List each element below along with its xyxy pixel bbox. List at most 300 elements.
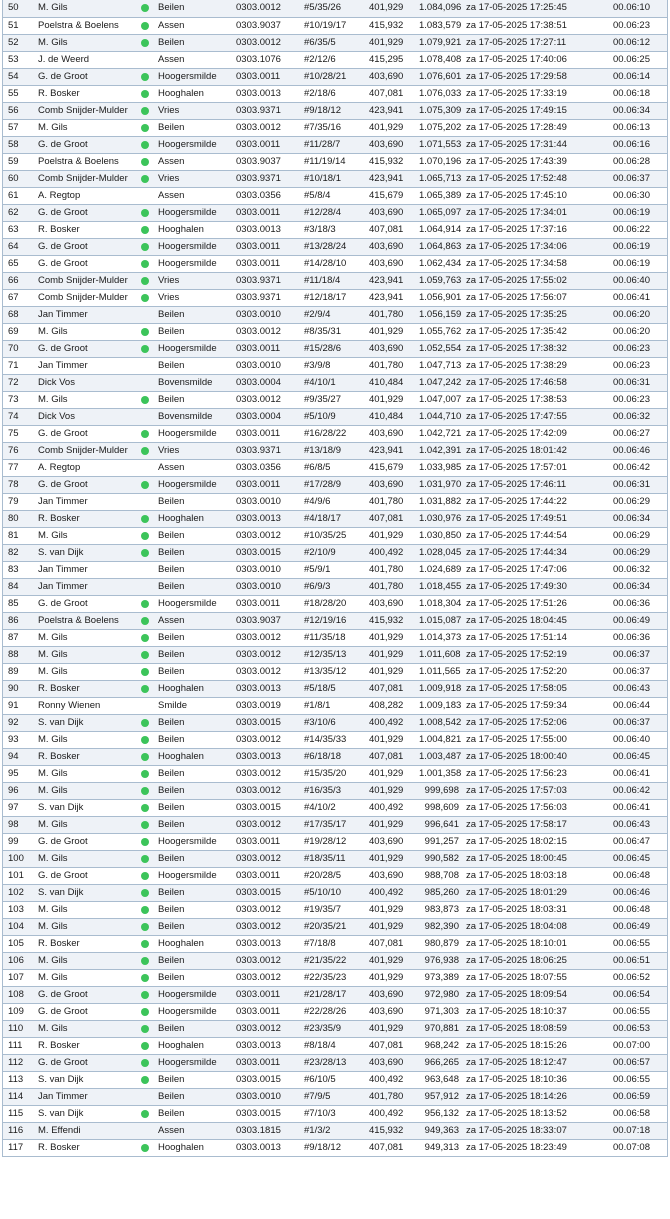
table-row[interactable] — [2, 511, 668, 528]
table-row[interactable] — [2, 766, 668, 783]
distance-cell: 401,929 — [369, 122, 404, 133]
distance-cell: 407,081 — [369, 513, 404, 524]
distance-cell: 407,081 — [369, 1040, 404, 1051]
club-code-cell: 0303.0015 — [236, 717, 281, 728]
time-difference-cell: 00.06:46 — [613, 887, 650, 898]
table-row[interactable] — [2, 290, 668, 307]
table-row[interactable] — [2, 239, 668, 256]
online-status-dot-icon — [141, 855, 149, 863]
club-code-cell: 0303.0019 — [236, 700, 281, 711]
club-code-cell: 0303.0012 — [236, 394, 281, 405]
online-status-dot-icon — [141, 753, 149, 761]
online-status-dot-icon — [141, 1059, 149, 1067]
online-status-dot-icon — [141, 991, 149, 999]
speed-cell: 1.071,553 — [419, 139, 462, 150]
table-row[interactable] — [2, 0, 668, 18]
table-row[interactable] — [2, 443, 668, 460]
table-row[interactable] — [2, 919, 668, 936]
fancier-name-cell: Jan Timmer — [38, 360, 88, 371]
place-cell: Beilen — [158, 921, 185, 932]
place-cell: Beilen — [158, 904, 185, 915]
club-code-cell: 0303.0356 — [236, 462, 281, 473]
club-code-cell: 0303.0013 — [236, 1142, 281, 1153]
club-code-cell: 0303.0012 — [236, 955, 281, 966]
rank-cell: 55 — [8, 88, 19, 99]
place-cell: Hoogersmilde — [158, 870, 217, 881]
arrival-time-cell: za 17-05-2025 17:34:01 — [466, 207, 567, 218]
arrival-time-cell: za 17-05-2025 17:52:06 — [466, 717, 567, 728]
ring-number-cell: #11/19/14 — [304, 156, 346, 167]
time-difference-cell: 00.06:40 — [613, 734, 650, 745]
fancier-name-cell: M. Gils — [38, 37, 68, 48]
speed-cell: 1.014,373 — [419, 632, 462, 643]
arrival-time-cell: za 17-05-2025 17:31:44 — [466, 139, 567, 150]
club-code-cell: 0303.0012 — [236, 632, 281, 643]
distance-cell: 403,690 — [369, 836, 404, 847]
speed-cell: 1.075,309 — [419, 105, 462, 116]
ring-number-cell: #20/28/5 — [304, 870, 341, 881]
online-status-dot-icon — [141, 1008, 149, 1016]
rank-cell: 83 — [8, 564, 19, 575]
fancier-name-cell: Poelstra & Boelens — [38, 615, 119, 626]
place-cell: Hoogersmilde — [158, 241, 217, 252]
time-difference-cell: 00.06:30 — [613, 190, 650, 201]
speed-cell: 1.003,487 — [419, 751, 462, 762]
club-code-cell: 0303.0012 — [236, 326, 281, 337]
table-row[interactable] — [2, 1106, 668, 1123]
club-code-cell: 0303.1076 — [236, 54, 281, 65]
table-row[interactable] — [2, 1004, 668, 1021]
ring-number-cell: #11/35/18 — [304, 632, 346, 643]
time-difference-cell: 00.06:19 — [613, 258, 650, 269]
table-row[interactable] — [2, 715, 668, 732]
table-row[interactable] — [2, 256, 668, 273]
time-difference-cell: 00.06:37 — [613, 717, 650, 728]
table-row[interactable] — [2, 647, 668, 664]
table-row[interactable] — [2, 1140, 668, 1157]
distance-cell: 401,929 — [369, 666, 404, 677]
table-row[interactable] — [2, 1055, 668, 1072]
table-row[interactable] — [2, 528, 668, 545]
ring-number-cell: #1/8/1 — [304, 700, 331, 711]
club-code-cell: 0303.0011 — [236, 139, 281, 150]
speed-cell: 1.030,976 — [419, 513, 462, 524]
rank-cell: 92 — [8, 717, 19, 728]
table-row[interactable] — [2, 749, 668, 766]
rank-cell: 52 — [8, 37, 19, 48]
table-row[interactable] — [2, 936, 668, 953]
speed-cell: 1.004,821 — [419, 734, 462, 745]
distance-cell: 400,492 — [369, 547, 404, 558]
fancier-name-cell: Comb Snijder-Mulder — [38, 275, 128, 286]
table-row[interactable] — [2, 409, 668, 426]
time-difference-cell: 00.06:36 — [613, 598, 650, 609]
ring-number-cell: #4/10/2 — [304, 802, 336, 813]
rank-cell: 104 — [8, 921, 24, 932]
table-row[interactable] — [2, 1072, 668, 1089]
rank-cell: 82 — [8, 547, 19, 558]
table-row[interactable] — [2, 783, 668, 800]
table-row[interactable] — [2, 664, 668, 681]
time-difference-cell: 00.06:37 — [613, 649, 650, 660]
arrival-time-cell: za 17-05-2025 17:49:15 — [466, 105, 567, 116]
fancier-name-cell: M. Gils — [38, 2, 68, 13]
table-row[interactable] — [2, 307, 668, 324]
fancier-name-cell: A. Regtop — [38, 462, 81, 473]
online-status-dot-icon — [141, 39, 149, 47]
distance-cell: 403,690 — [369, 870, 404, 881]
table-row[interactable] — [2, 154, 668, 171]
distance-cell: 401,929 — [369, 326, 404, 337]
ring-number-cell: #7/9/5 — [304, 1091, 331, 1102]
arrival-time-cell: za 17-05-2025 17:40:06 — [466, 54, 567, 65]
arrival-time-cell: za 17-05-2025 18:08:59 — [466, 1023, 567, 1034]
fancier-name-cell: S. van Dijk — [38, 717, 84, 728]
place-cell: Beilen — [158, 819, 185, 830]
time-difference-cell: 00.06:23 — [613, 394, 650, 405]
table-row[interactable] — [2, 1021, 668, 1038]
speed-cell: 968,242 — [424, 1040, 459, 1051]
ring-number-cell: #17/28/9 — [304, 479, 341, 490]
fancier-name-cell: M. Gils — [38, 972, 68, 983]
speed-cell: 1.028,045 — [419, 547, 462, 558]
ring-number-cell: #8/35/31 — [304, 326, 341, 337]
rank-cell: 100 — [8, 853, 24, 864]
place-cell: Beilen — [158, 666, 185, 677]
distance-cell: 403,690 — [369, 428, 404, 439]
arrival-time-cell: za 17-05-2025 18:00:45 — [466, 853, 567, 864]
arrival-time-cell: za 17-05-2025 18:14:26 — [466, 1091, 567, 1102]
speed-cell: 1.056,159 — [419, 309, 462, 320]
place-cell: Beilen — [158, 632, 185, 643]
table-row[interactable] — [2, 171, 668, 188]
table-row[interactable] — [2, 188, 668, 205]
place-cell: Hooghalen — [158, 513, 204, 524]
online-status-dot-icon — [141, 634, 149, 642]
rank-cell: 109 — [8, 1006, 24, 1017]
rank-cell: 93 — [8, 734, 19, 745]
table-row[interactable] — [2, 358, 668, 375]
online-status-dot-icon — [141, 617, 149, 625]
distance-cell: 403,690 — [369, 1057, 404, 1068]
speed-cell: 1.076,601 — [419, 71, 462, 82]
table-row[interactable] — [2, 851, 668, 868]
distance-cell: 401,780 — [369, 496, 404, 507]
table-row[interactable] — [2, 698, 668, 715]
arrival-time-cell: za 17-05-2025 17:38:53 — [466, 394, 567, 405]
ring-number-cell: #3/9/8 — [304, 360, 331, 371]
table-row[interactable] — [2, 426, 668, 443]
club-code-cell: 0303.1815 — [236, 1125, 281, 1136]
fancier-name-cell: Jan Timmer — [38, 564, 88, 575]
table-row[interactable] — [2, 732, 668, 749]
place-cell: Beilen — [158, 326, 185, 337]
club-code-cell: 0303.0013 — [236, 1040, 281, 1051]
online-status-dot-icon — [141, 532, 149, 540]
table-row[interactable] — [2, 273, 668, 290]
distance-cell: 410,484 — [369, 411, 404, 422]
time-difference-cell: 00.06:25 — [613, 54, 650, 65]
club-code-cell: 0303.0011 — [236, 428, 281, 439]
speed-cell: 1.065,097 — [419, 207, 462, 218]
place-cell: Vries — [158, 105, 180, 116]
online-status-dot-icon — [141, 651, 149, 659]
ring-number-cell: #23/28/13 — [304, 1057, 347, 1068]
place-cell: Beilen — [158, 1091, 185, 1102]
table-row[interactable] — [2, 375, 668, 392]
table-row[interactable] — [2, 834, 668, 851]
online-status-dot-icon — [141, 209, 149, 217]
distance-cell: 401,929 — [369, 530, 404, 541]
rank-cell: 115 — [8, 1108, 24, 1119]
table-row[interactable] — [2, 579, 668, 596]
ring-number-cell: #7/10/3 — [304, 1108, 336, 1119]
table-row[interactable] — [2, 902, 668, 919]
speed-cell: 1.047,713 — [419, 360, 462, 371]
table-row[interactable] — [2, 545, 668, 562]
table-row[interactable] — [2, 86, 668, 103]
rank-cell: 101 — [8, 870, 24, 881]
distance-cell: 400,492 — [369, 717, 404, 728]
table-row[interactable] — [2, 987, 668, 1004]
arrival-time-cell: za 17-05-2025 18:10:37 — [466, 1006, 567, 1017]
table-row[interactable] — [2, 630, 668, 647]
rank-cell: 103 — [8, 904, 24, 915]
table-row[interactable] — [2, 392, 668, 409]
rank-cell: 63 — [8, 224, 19, 235]
table-row[interactable] — [2, 953, 668, 970]
speed-cell: 1.064,914 — [419, 224, 462, 235]
fancier-name-cell: M. Gils — [38, 326, 68, 337]
distance-cell: 407,081 — [369, 751, 404, 762]
table-row[interactable] — [2, 477, 668, 494]
online-status-dot-icon — [141, 1042, 149, 1050]
rank-cell: 113 — [8, 1074, 24, 1085]
time-difference-cell: 00.06:58 — [613, 1108, 650, 1119]
club-code-cell: 0303.9371 — [236, 275, 281, 286]
fancier-name-cell: Dick Vos — [38, 411, 75, 422]
time-difference-cell: 00.06:49 — [613, 615, 650, 626]
time-difference-cell: 00.06:22 — [613, 224, 650, 235]
online-status-dot-icon — [141, 141, 149, 149]
table-row[interactable] — [2, 1038, 668, 1055]
rank-cell: 90 — [8, 683, 19, 694]
table-row[interactable] — [2, 681, 668, 698]
online-status-dot-icon — [141, 974, 149, 982]
speed-cell: 1.064,863 — [419, 241, 462, 252]
speed-cell: 1.042,721 — [419, 428, 462, 439]
arrival-time-cell: za 17-05-2025 18:10:01 — [466, 938, 567, 949]
online-status-dot-icon — [141, 549, 149, 557]
arrival-time-cell: za 17-05-2025 18:12:47 — [466, 1057, 567, 1068]
fancier-name-cell: R. Bosker — [38, 88, 80, 99]
fancier-name-cell: G. de Groot — [38, 1006, 88, 1017]
club-code-cell: 0303.0011 — [236, 479, 281, 490]
ring-number-cell: #7/18/8 — [304, 938, 336, 949]
ring-number-cell: #12/18/17 — [304, 292, 347, 303]
distance-cell: 415,932 — [369, 1125, 404, 1136]
table-row[interactable] — [2, 18, 668, 35]
speed-cell: 1.055,762 — [419, 326, 462, 337]
online-status-dot-icon — [141, 1110, 149, 1118]
table-row[interactable] — [2, 800, 668, 817]
time-difference-cell: 00.06:41 — [613, 292, 650, 303]
arrival-time-cell: za 17-05-2025 17:43:39 — [466, 156, 567, 167]
distance-cell: 401,929 — [369, 904, 404, 915]
distance-cell: 415,932 — [369, 156, 404, 167]
rank-cell: 64 — [8, 241, 19, 252]
club-code-cell: 0303.9371 — [236, 173, 281, 184]
ring-number-cell: #22/28/26 — [304, 1006, 347, 1017]
table-row[interactable] — [2, 613, 668, 630]
ring-number-cell: #22/35/23 — [304, 972, 347, 983]
place-cell: Beilen — [158, 37, 185, 48]
distance-cell: 415,932 — [369, 615, 404, 626]
arrival-time-cell: za 17-05-2025 18:00:40 — [466, 751, 567, 762]
speed-cell: 1.084,096 — [419, 2, 462, 13]
table-row[interactable] — [2, 103, 668, 120]
speed-cell: 1.070,196 — [419, 156, 462, 167]
table-row[interactable] — [2, 868, 668, 885]
table-row[interactable] — [2, 324, 668, 341]
rank-cell: 59 — [8, 156, 19, 167]
club-code-cell: 0303.0010 — [236, 309, 281, 320]
club-code-cell: 0303.0012 — [236, 734, 281, 745]
speed-cell: 1.009,918 — [419, 683, 462, 694]
place-cell: Hoogersmilde — [158, 479, 217, 490]
ring-number-cell: #18/35/11 — [304, 853, 346, 864]
arrival-time-cell: za 17-05-2025 17:29:58 — [466, 71, 567, 82]
place-cell: Beilen — [158, 887, 185, 898]
distance-cell: 401,929 — [369, 2, 404, 13]
time-difference-cell: 00.06:20 — [613, 326, 650, 337]
rank-cell: 50 — [8, 2, 19, 13]
distance-cell: 408,282 — [369, 700, 404, 711]
arrival-time-cell: za 17-05-2025 18:01:29 — [466, 887, 567, 898]
speed-cell: 1.083,579 — [419, 20, 462, 31]
arrival-time-cell: za 17-05-2025 17:52:48 — [466, 173, 567, 184]
place-cell: Beilen — [158, 122, 185, 133]
club-code-cell: 0303.0012 — [236, 122, 281, 133]
table-row[interactable] — [2, 120, 668, 137]
speed-cell: 1.018,304 — [419, 598, 462, 609]
fancier-name-cell: M. Gils — [38, 666, 68, 677]
club-code-cell: 0303.0011 — [236, 598, 281, 609]
club-code-cell: 0303.0010 — [236, 360, 281, 371]
table-row[interactable] — [2, 341, 668, 358]
club-code-cell: 0303.9037 — [236, 156, 281, 167]
arrival-time-cell: za 17-05-2025 17:59:34 — [466, 700, 567, 711]
fancier-name-cell: M. Gils — [38, 632, 68, 643]
rank-cell: 94 — [8, 751, 19, 762]
speed-cell: 1.011,565 — [419, 666, 461, 677]
rank-cell: 77 — [8, 462, 19, 473]
club-code-cell: 0303.0012 — [236, 904, 281, 915]
fancier-name-cell: Jan Timmer — [38, 1091, 88, 1102]
ring-number-cell: #3/18/3 — [304, 224, 336, 235]
arrival-time-cell: za 17-05-2025 18:07:55 — [466, 972, 567, 983]
table-row[interactable] — [2, 52, 668, 69]
arrival-time-cell: za 17-05-2025 18:03:31 — [466, 904, 567, 915]
fancier-name-cell: G. de Groot — [38, 836, 88, 847]
distance-cell: 407,081 — [369, 1142, 404, 1153]
arrival-time-cell: za 17-05-2025 17:58:05 — [466, 683, 567, 694]
ring-number-cell: #6/18/18 — [304, 751, 341, 762]
ring-number-cell: #16/35/3 — [304, 785, 341, 796]
arrival-time-cell: za 17-05-2025 18:04:08 — [466, 921, 567, 932]
time-difference-cell: 00.06:12 — [613, 37, 650, 48]
fancier-name-cell: J. de Weerd — [38, 54, 90, 65]
place-cell: Assen — [158, 1125, 185, 1136]
table-row[interactable] — [2, 494, 668, 511]
time-difference-cell: 00.06:23 — [613, 343, 650, 354]
time-difference-cell: 00.06:59 — [613, 1091, 650, 1102]
fancier-name-cell: Poelstra & Boelens — [38, 20, 119, 31]
speed-cell: 1.008,542 — [419, 717, 462, 728]
ring-number-cell: #20/35/21 — [304, 921, 347, 932]
table-row[interactable] — [2, 817, 668, 834]
table-row[interactable] — [2, 205, 668, 222]
speed-cell: 1.044,710 — [419, 411, 462, 422]
table-row[interactable] — [2, 596, 668, 613]
arrival-time-cell: za 17-05-2025 17:55:02 — [466, 275, 567, 286]
table-row[interactable] — [2, 222, 668, 239]
arrival-time-cell: za 17-05-2025 17:38:29 — [466, 360, 567, 371]
fancier-name-cell: G. de Groot — [38, 870, 88, 881]
distance-cell: 400,492 — [369, 1108, 404, 1119]
distance-cell: 403,690 — [369, 989, 404, 1000]
online-status-dot-icon — [141, 600, 149, 608]
rank-cell: 65 — [8, 258, 19, 269]
ring-number-cell: #5/10/9 — [304, 411, 336, 422]
table-row[interactable] — [2, 1123, 668, 1140]
fancier-name-cell: Comb Snijder-Mulder — [38, 105, 128, 116]
arrival-time-cell: za 17-05-2025 17:56:07 — [466, 292, 567, 303]
ring-number-cell: #5/9/1 — [304, 564, 331, 575]
table-row[interactable] — [2, 1089, 668, 1106]
speed-cell: 949,363 — [424, 1125, 459, 1136]
table-row[interactable] — [2, 562, 668, 579]
online-status-dot-icon — [141, 804, 149, 812]
distance-cell: 400,492 — [369, 802, 404, 813]
table-row[interactable] — [2, 970, 668, 987]
table-row[interactable] — [2, 137, 668, 154]
ring-number-cell: #6/35/5 — [304, 37, 336, 48]
fancier-name-cell: Dick Vos — [38, 377, 75, 388]
ring-number-cell: #7/35/16 — [304, 122, 341, 133]
table-row[interactable] — [2, 885, 668, 902]
fancier-name-cell: S. van Dijk — [38, 887, 84, 898]
fancier-name-cell: Comb Snijder-Mulder — [38, 292, 128, 303]
club-code-cell: 0303.0011 — [236, 343, 281, 354]
arrival-time-cell: za 17-05-2025 17:44:34 — [466, 547, 567, 558]
table-row[interactable] — [2, 69, 668, 86]
club-code-cell: 0303.0010 — [236, 496, 281, 507]
rank-cell: 112 — [8, 1057, 24, 1068]
ring-number-cell: #5/18/5 — [304, 683, 336, 694]
rank-cell: 67 — [8, 292, 19, 303]
fancier-name-cell: Jan Timmer — [38, 581, 88, 592]
table-row[interactable] — [2, 460, 668, 477]
table-row[interactable] — [2, 35, 668, 52]
fancier-name-cell: M. Effendi — [38, 1125, 81, 1136]
distance-cell: 403,690 — [369, 479, 404, 490]
club-code-cell: 0303.9037 — [236, 20, 281, 31]
fancier-name-cell: M. Gils — [38, 921, 68, 932]
fancier-name-cell: S. van Dijk — [38, 1108, 84, 1119]
arrival-time-cell: za 17-05-2025 17:47:55 — [466, 411, 567, 422]
arrival-time-cell: za 17-05-2025 17:35:42 — [466, 326, 567, 337]
